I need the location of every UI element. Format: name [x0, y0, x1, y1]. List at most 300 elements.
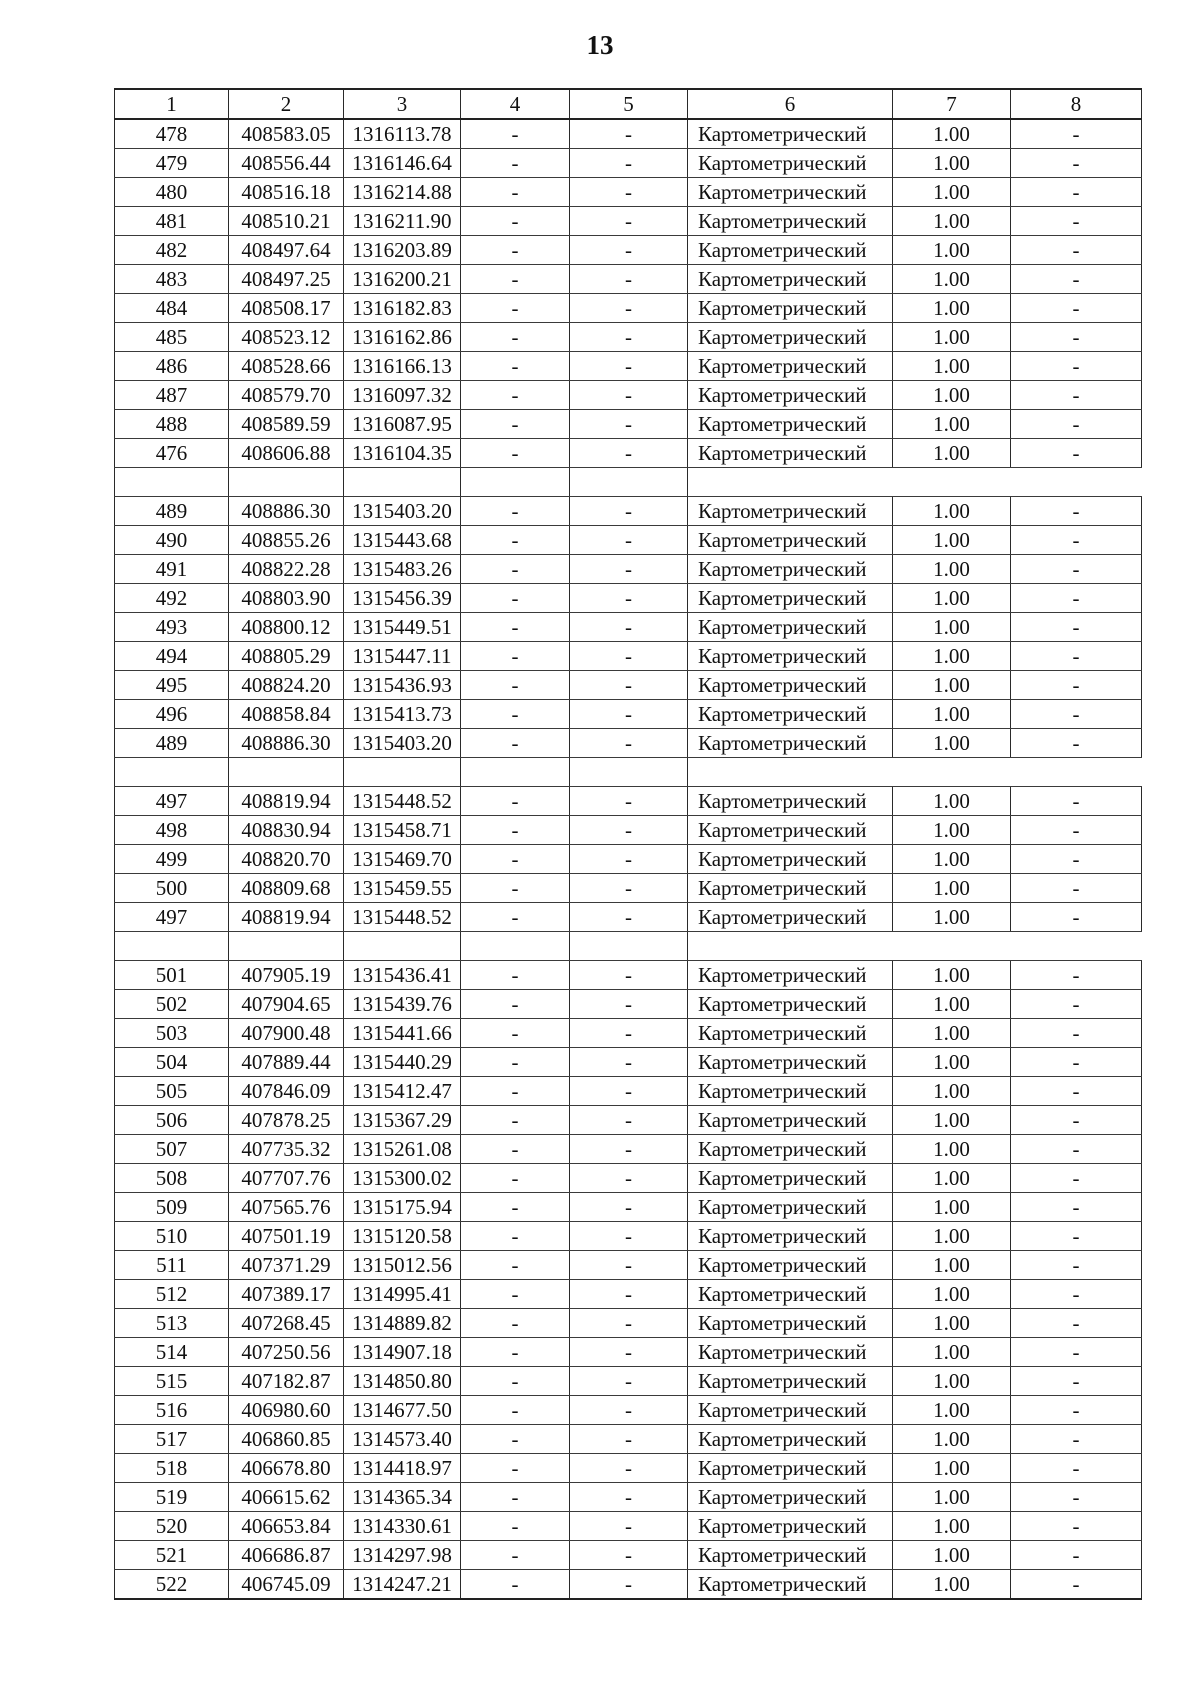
col-8-value-cell: - [1011, 149, 1142, 178]
precision-cell: 1.00 [893, 700, 1011, 729]
col-4-value-cell: - [461, 1019, 570, 1048]
empty-cell [688, 758, 1142, 787]
y-coordinate-cell: 1315449.51 [344, 613, 461, 642]
y-coordinate-cell: 1316087.95 [344, 410, 461, 439]
point-number-cell: 509 [115, 1193, 229, 1222]
table-row [115, 990, 1142, 1019]
col-4-value-cell: - [461, 874, 570, 903]
point-number-cell: 521 [115, 1541, 229, 1570]
method-cell: Картометрический [688, 1483, 893, 1512]
precision-cell: 1.00 [893, 961, 1011, 990]
y-coordinate-cell: 1315403.20 [344, 497, 461, 526]
point-number-cell: 517 [115, 1425, 229, 1454]
precision-cell: 1.00 [893, 178, 1011, 207]
empty-cell [461, 758, 570, 787]
col-8-value-cell: - [1011, 787, 1142, 816]
col-5-value-cell: - [570, 961, 688, 990]
col-4-value-cell: - [461, 236, 570, 265]
col-8-value-cell: - [1011, 584, 1142, 613]
method-cell: Картометрический [688, 845, 893, 874]
precision-cell: 1.00 [893, 816, 1011, 845]
col-8-value-cell: - [1011, 990, 1142, 1019]
x-coordinate-cell: 408819.94 [229, 787, 344, 816]
x-coordinate-cell: 408830.94 [229, 816, 344, 845]
col-5-value-cell: - [570, 497, 688, 526]
col-5-value-cell: - [570, 1454, 688, 1483]
method-cell: Картометрический [688, 439, 893, 468]
method-cell: Картометрический [688, 526, 893, 555]
col-8-value-cell: - [1011, 1019, 1142, 1048]
y-coordinate-cell: 1315440.29 [344, 1048, 461, 1077]
y-coordinate-cell: 1316162.86 [344, 323, 461, 352]
col-4-value-cell: - [461, 816, 570, 845]
col-8-value-cell: - [1011, 816, 1142, 845]
col-8-value-cell: - [1011, 1106, 1142, 1135]
precision-cell: 1.00 [893, 613, 1011, 642]
y-coordinate-cell: 1315175.94 [344, 1193, 461, 1222]
x-coordinate-cell: 408800.12 [229, 613, 344, 642]
col-8-value-cell: - [1011, 1077, 1142, 1106]
table-row [115, 787, 1142, 816]
precision-cell: 1.00 [893, 323, 1011, 352]
point-number-cell: 512 [115, 1280, 229, 1309]
page-number: 13 [586, 30, 614, 60]
col-4-value-cell: - [461, 1222, 570, 1251]
x-coordinate-cell: 407268.45 [229, 1309, 344, 1338]
x-coordinate-cell: 407389.17 [229, 1280, 344, 1309]
y-coordinate-cell: 1315469.70 [344, 845, 461, 874]
col-8-value-cell: - [1011, 1309, 1142, 1338]
method-cell: Картометрический [688, 1280, 893, 1309]
y-coordinate-cell: 1316214.88 [344, 178, 461, 207]
col-5-value-cell: - [570, 1512, 688, 1541]
method-cell: Картометрический [688, 1512, 893, 1541]
precision-cell: 1.00 [893, 1193, 1011, 1222]
table-row [115, 845, 1142, 874]
table-row [115, 1251, 1142, 1280]
point-number-cell: 500 [115, 874, 229, 903]
point-number-cell: 503 [115, 1019, 229, 1048]
table-row [115, 323, 1142, 352]
table-row [115, 119, 1142, 149]
method-cell: Картометрический [688, 874, 893, 903]
precision-cell: 1.00 [893, 236, 1011, 265]
y-coordinate-cell: 1315483.26 [344, 555, 461, 584]
col-8-value-cell: - [1011, 1483, 1142, 1512]
col-4-value-cell: - [461, 671, 570, 700]
x-coordinate-cell: 406860.85 [229, 1425, 344, 1454]
col-8-value-cell: - [1011, 1512, 1142, 1541]
y-coordinate-cell: 1315300.02 [344, 1164, 461, 1193]
col-8-value-cell: - [1011, 1251, 1142, 1280]
x-coordinate-cell: 407250.56 [229, 1338, 344, 1367]
x-coordinate-cell: 406745.09 [229, 1570, 344, 1600]
col-8-value-cell: - [1011, 1454, 1142, 1483]
precision-cell: 1.00 [893, 1454, 1011, 1483]
y-coordinate-cell: 1315403.20 [344, 729, 461, 758]
table-row [115, 1454, 1142, 1483]
col-8-value-cell: - [1011, 729, 1142, 758]
x-coordinate-cell: 407371.29 [229, 1251, 344, 1280]
col-8-value-cell: - [1011, 903, 1142, 932]
x-coordinate-cell: 408606.88 [229, 439, 344, 468]
empty-cell [461, 468, 570, 497]
y-coordinate-cell: 1315458.71 [344, 816, 461, 845]
col-5-value-cell: - [570, 1106, 688, 1135]
header-cell: 5 [570, 89, 688, 119]
table-row [115, 1570, 1142, 1600]
table-row [115, 1193, 1142, 1222]
table-row [115, 1512, 1142, 1541]
x-coordinate-cell: 408824.20 [229, 671, 344, 700]
y-coordinate-cell: 1315447.11 [344, 642, 461, 671]
y-coordinate-cell: 1314247.21 [344, 1570, 461, 1600]
col-8-value-cell: - [1011, 119, 1142, 149]
col-5-value-cell: - [570, 323, 688, 352]
method-cell: Картометрический [688, 555, 893, 584]
precision-cell: 1.00 [893, 497, 1011, 526]
group-separator-row [115, 932, 1142, 961]
y-coordinate-cell: 1316097.32 [344, 381, 461, 410]
method-cell: Картометрический [688, 700, 893, 729]
point-number-cell: 484 [115, 294, 229, 323]
header-cell: 1 [115, 89, 229, 119]
table-row [115, 410, 1142, 439]
table-row [115, 1164, 1142, 1193]
method-cell: Картометрический [688, 294, 893, 323]
table-row [115, 1048, 1142, 1077]
precision-cell: 1.00 [893, 149, 1011, 178]
col-4-value-cell: - [461, 903, 570, 932]
y-coordinate-cell: 1316182.83 [344, 294, 461, 323]
y-coordinate-cell: 1316200.21 [344, 265, 461, 294]
x-coordinate-cell: 407182.87 [229, 1367, 344, 1396]
y-coordinate-cell: 1315436.93 [344, 671, 461, 700]
method-cell: Картометрический [688, 729, 893, 758]
col-5-value-cell: - [570, 1280, 688, 1309]
method-cell: Картометрический [688, 787, 893, 816]
col-4-value-cell: - [461, 961, 570, 990]
col-8-value-cell: - [1011, 352, 1142, 381]
table-row [115, 613, 1142, 642]
x-coordinate-cell: 408858.84 [229, 700, 344, 729]
col-4-value-cell: - [461, 381, 570, 410]
y-coordinate-cell: 1315261.08 [344, 1135, 461, 1164]
col-4-value-cell: - [461, 1425, 570, 1454]
method-cell: Картометрический [688, 816, 893, 845]
header-cell: 8 [1011, 89, 1142, 119]
col-8-value-cell: - [1011, 178, 1142, 207]
point-number-cell: 496 [115, 700, 229, 729]
precision-cell: 1.00 [893, 1338, 1011, 1367]
precision-cell: 1.00 [893, 642, 1011, 671]
method-cell: Картометрический [688, 671, 893, 700]
table-row [115, 381, 1142, 410]
table-row [115, 526, 1142, 555]
point-number-cell: 486 [115, 352, 229, 381]
x-coordinate-cell: 408528.66 [229, 352, 344, 381]
precision-cell: 1.00 [893, 1077, 1011, 1106]
col-5-value-cell: - [570, 1570, 688, 1600]
col-8-value-cell: - [1011, 1222, 1142, 1251]
precision-cell: 1.00 [893, 1541, 1011, 1570]
point-number-cell: 488 [115, 410, 229, 439]
col-8-value-cell: - [1011, 381, 1142, 410]
col-8-value-cell: - [1011, 236, 1142, 265]
y-coordinate-cell: 1314418.97 [344, 1454, 461, 1483]
y-coordinate-cell: 1315456.39 [344, 584, 461, 613]
col-5-value-cell: - [570, 149, 688, 178]
point-number-cell: 491 [115, 555, 229, 584]
point-number-cell: 489 [115, 497, 229, 526]
col-8-value-cell: - [1011, 961, 1142, 990]
col-5-value-cell: - [570, 526, 688, 555]
col-5-value-cell: - [570, 1164, 688, 1193]
col-5-value-cell: - [570, 729, 688, 758]
point-number-cell: 505 [115, 1077, 229, 1106]
point-number-cell: 507 [115, 1135, 229, 1164]
y-coordinate-cell: 1316166.13 [344, 352, 461, 381]
col-4-value-cell: - [461, 700, 570, 729]
method-cell: Картометрический [688, 584, 893, 613]
col-5-value-cell: - [570, 903, 688, 932]
col-4-value-cell: - [461, 1135, 570, 1164]
col-4-value-cell: - [461, 729, 570, 758]
col-4-value-cell: - [461, 1396, 570, 1425]
empty-cell [229, 758, 344, 787]
col-8-value-cell: - [1011, 1280, 1142, 1309]
col-4-value-cell: - [461, 119, 570, 149]
col-5-value-cell: - [570, 584, 688, 613]
precision-cell: 1.00 [893, 1512, 1011, 1541]
y-coordinate-cell: 1314889.82 [344, 1309, 461, 1338]
col-4-value-cell: - [461, 1367, 570, 1396]
x-coordinate-cell: 407565.76 [229, 1193, 344, 1222]
x-coordinate-cell: 407889.44 [229, 1048, 344, 1077]
col-8-value-cell: - [1011, 497, 1142, 526]
table-row [115, 816, 1142, 845]
point-number-cell: 482 [115, 236, 229, 265]
method-cell: Картометрический [688, 1570, 893, 1600]
col-5-value-cell: - [570, 555, 688, 584]
col-5-value-cell: - [570, 119, 688, 149]
col-5-value-cell: - [570, 1396, 688, 1425]
method-cell: Картометрический [688, 1367, 893, 1396]
y-coordinate-cell: 1315413.73 [344, 700, 461, 729]
table-row [115, 352, 1142, 381]
col-8-value-cell: - [1011, 294, 1142, 323]
point-number-cell: 511 [115, 1251, 229, 1280]
col-4-value-cell: - [461, 555, 570, 584]
col-5-value-cell: - [570, 671, 688, 700]
precision-cell: 1.00 [893, 1106, 1011, 1135]
col-5-value-cell: - [570, 1483, 688, 1512]
precision-cell: 1.00 [893, 1425, 1011, 1454]
y-coordinate-cell: 1316113.78 [344, 119, 461, 149]
col-8-value-cell: - [1011, 1570, 1142, 1600]
point-number-cell: 493 [115, 613, 229, 642]
table-row [115, 903, 1142, 932]
precision-cell: 1.00 [893, 1367, 1011, 1396]
col-4-value-cell: - [461, 845, 570, 874]
col-8-value-cell: - [1011, 613, 1142, 642]
col-5-value-cell: - [570, 381, 688, 410]
table-row [115, 1483, 1142, 1512]
empty-cell [344, 468, 461, 497]
col-4-value-cell: - [461, 526, 570, 555]
precision-cell: 1.00 [893, 671, 1011, 700]
x-coordinate-cell: 406653.84 [229, 1512, 344, 1541]
table-row [115, 1367, 1142, 1396]
table-row [115, 207, 1142, 236]
y-coordinate-cell: 1315412.47 [344, 1077, 461, 1106]
col-8-value-cell: - [1011, 874, 1142, 903]
precision-cell: 1.00 [893, 381, 1011, 410]
method-cell: Картометрический [688, 990, 893, 1019]
point-number-cell: 495 [115, 671, 229, 700]
x-coordinate-cell: 408556.44 [229, 149, 344, 178]
precision-cell: 1.00 [893, 1222, 1011, 1251]
x-coordinate-cell: 407905.19 [229, 961, 344, 990]
table-row [115, 294, 1142, 323]
table-row [115, 671, 1142, 700]
x-coordinate-cell: 408508.17 [229, 294, 344, 323]
col-8-value-cell: - [1011, 1396, 1142, 1425]
col-4-value-cell: - [461, 352, 570, 381]
col-4-value-cell: - [461, 207, 570, 236]
col-5-value-cell: - [570, 178, 688, 207]
x-coordinate-cell: 408809.68 [229, 874, 344, 903]
col-5-value-cell: - [570, 352, 688, 381]
precision-cell: 1.00 [893, 1135, 1011, 1164]
x-coordinate-cell: 407900.48 [229, 1019, 344, 1048]
x-coordinate-cell: 407878.25 [229, 1106, 344, 1135]
col-4-value-cell: - [461, 497, 570, 526]
y-coordinate-cell: 1315459.55 [344, 874, 461, 903]
y-coordinate-cell: 1315120.58 [344, 1222, 461, 1251]
x-coordinate-cell: 408805.29 [229, 642, 344, 671]
col-8-value-cell: - [1011, 1164, 1142, 1193]
point-number-cell: 514 [115, 1338, 229, 1367]
x-coordinate-cell: 408819.94 [229, 903, 344, 932]
y-coordinate-cell: 1315012.56 [344, 1251, 461, 1280]
point-number-cell: 485 [115, 323, 229, 352]
col-5-value-cell: - [570, 265, 688, 294]
point-number-cell: 498 [115, 816, 229, 845]
col-4-value-cell: - [461, 1106, 570, 1135]
precision-cell: 1.00 [893, 1396, 1011, 1425]
x-coordinate-cell: 406615.62 [229, 1483, 344, 1512]
col-5-value-cell: - [570, 207, 688, 236]
col-5-value-cell: - [570, 1425, 688, 1454]
y-coordinate-cell: 1315443.68 [344, 526, 461, 555]
table-row [115, 961, 1142, 990]
col-8-value-cell: - [1011, 1541, 1142, 1570]
col-5-value-cell: - [570, 1309, 688, 1338]
empty-cell [688, 932, 1142, 961]
point-number-cell: 513 [115, 1309, 229, 1338]
method-cell: Картометрический [688, 1135, 893, 1164]
x-coordinate-cell: 406980.60 [229, 1396, 344, 1425]
x-coordinate-cell: 408886.30 [229, 497, 344, 526]
col-4-value-cell: - [461, 410, 570, 439]
x-coordinate-cell: 408583.05 [229, 119, 344, 149]
y-coordinate-cell: 1316211.90 [344, 207, 461, 236]
method-cell: Картометрический [688, 642, 893, 671]
point-number-cell: 508 [115, 1164, 229, 1193]
empty-cell [570, 468, 688, 497]
empty-cell [115, 468, 229, 497]
header-cell: 4 [461, 89, 570, 119]
col-8-value-cell: - [1011, 1425, 1142, 1454]
col-5-value-cell: - [570, 1541, 688, 1570]
precision-cell: 1.00 [893, 352, 1011, 381]
header-cell: 2 [229, 89, 344, 119]
col-5-value-cell: - [570, 1193, 688, 1222]
col-8-value-cell: - [1011, 410, 1142, 439]
col-5-value-cell: - [570, 990, 688, 1019]
table-row [115, 1280, 1142, 1309]
x-coordinate-cell: 407904.65 [229, 990, 344, 1019]
method-cell: Картометрический [688, 1019, 893, 1048]
method-cell: Картометрический [688, 178, 893, 207]
empty-cell [570, 932, 688, 961]
col-8-value-cell: - [1011, 671, 1142, 700]
col-4-value-cell: - [461, 1512, 570, 1541]
x-coordinate-cell: 408886.30 [229, 729, 344, 758]
y-coordinate-cell: 1316146.64 [344, 149, 461, 178]
col-8-value-cell: - [1011, 845, 1142, 874]
x-coordinate-cell: 406686.87 [229, 1541, 344, 1570]
col-5-value-cell: - [570, 874, 688, 903]
table-row [115, 1019, 1142, 1048]
col-5-value-cell: - [570, 787, 688, 816]
method-cell: Картометрический [688, 1164, 893, 1193]
precision-cell: 1.00 [893, 555, 1011, 584]
method-cell: Картометрический [688, 1541, 893, 1570]
x-coordinate-cell: 408497.25 [229, 265, 344, 294]
precision-cell: 1.00 [893, 874, 1011, 903]
col-5-value-cell: - [570, 439, 688, 468]
point-number-cell: 519 [115, 1483, 229, 1512]
col-8-value-cell: - [1011, 526, 1142, 555]
col-4-value-cell: - [461, 1541, 570, 1570]
point-number-cell: 490 [115, 526, 229, 555]
col-5-value-cell: - [570, 1222, 688, 1251]
method-cell: Картометрический [688, 1454, 893, 1483]
x-coordinate-cell: 407735.32 [229, 1135, 344, 1164]
x-coordinate-cell: 408822.28 [229, 555, 344, 584]
y-coordinate-cell: 1315441.66 [344, 1019, 461, 1048]
x-coordinate-cell: 408510.21 [229, 207, 344, 236]
empty-cell [229, 468, 344, 497]
col-5-value-cell: - [570, 642, 688, 671]
method-cell: Картометрический [688, 1077, 893, 1106]
col-5-value-cell: - [570, 1367, 688, 1396]
col-4-value-cell: - [461, 178, 570, 207]
col-4-value-cell: - [461, 613, 570, 642]
col-4-value-cell: - [461, 584, 570, 613]
precision-cell: 1.00 [893, 903, 1011, 932]
precision-cell: 1.00 [893, 1570, 1011, 1600]
table-row [115, 1396, 1142, 1425]
col-8-value-cell: - [1011, 439, 1142, 468]
method-cell: Картометрический [688, 410, 893, 439]
precision-cell: 1.00 [893, 1048, 1011, 1077]
y-coordinate-cell: 1314365.34 [344, 1483, 461, 1512]
col-4-value-cell: - [461, 1454, 570, 1483]
x-coordinate-cell: 407501.19 [229, 1222, 344, 1251]
